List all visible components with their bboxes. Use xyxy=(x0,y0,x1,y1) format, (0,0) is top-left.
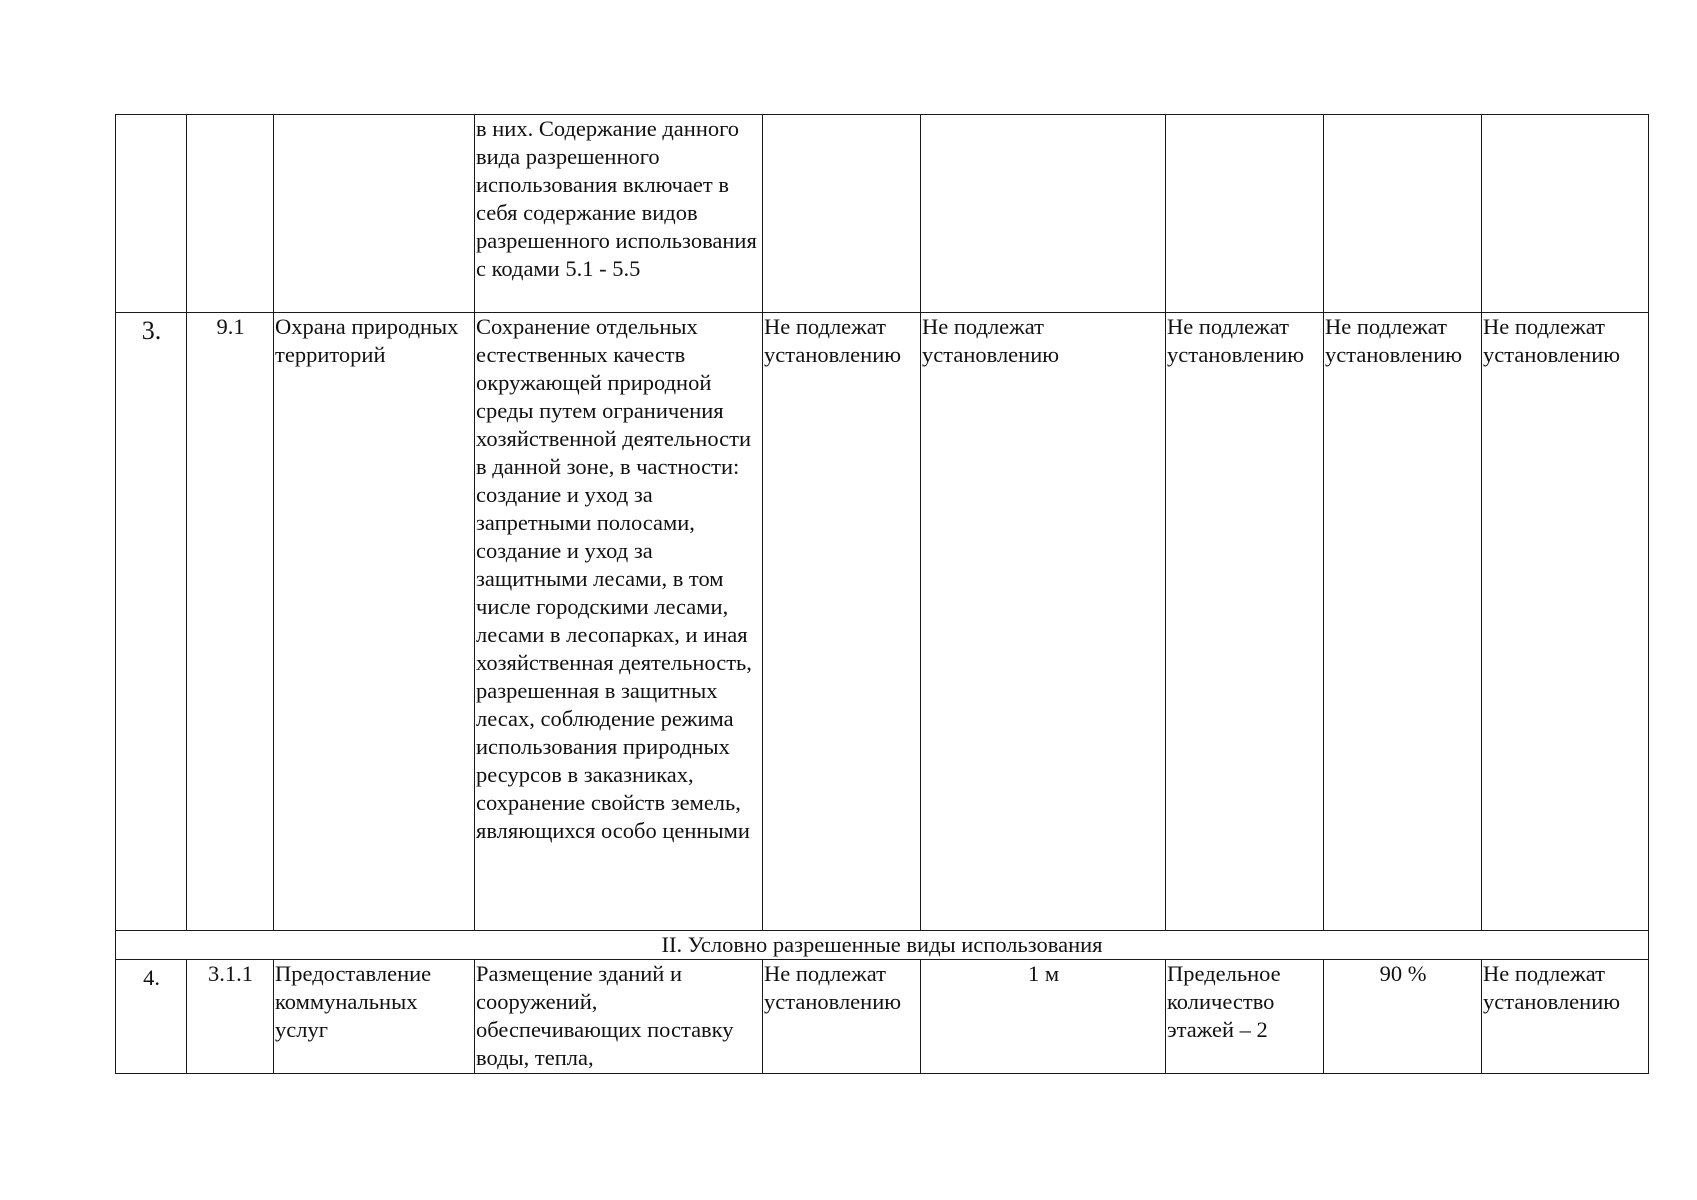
zoning-regulations-table xyxy=(115,114,1649,1074)
row-code-cell xyxy=(187,115,274,313)
row-code-cell: 3.1.1 xyxy=(187,960,274,1074)
row-name-cell: Предоставление коммунальных услуг xyxy=(274,960,475,1074)
row-col7-cell: Не подлежат установлению xyxy=(1166,313,1324,931)
section-header-row xyxy=(116,931,1649,960)
table-row xyxy=(116,313,1649,931)
row-number-cell: 4. xyxy=(116,960,187,1074)
row-code-cell: 9.1 xyxy=(187,313,274,931)
row-col6-cell xyxy=(921,115,1166,313)
table-row xyxy=(116,115,1649,313)
row-number-cell xyxy=(116,115,187,313)
row-col9-cell: Не подлежат установлению xyxy=(1482,960,1649,1074)
row-col8-cell: Не подлежат установлению xyxy=(1324,313,1482,931)
row-col8-cell xyxy=(1324,115,1482,313)
row-col6-cell: 1 м xyxy=(921,960,1166,1074)
row-description-cell: в них. Содержание данного вида разрешенного использования включает в себя содержание видов разрешенного использования с кодами 5.1 - 5.5 xyxy=(475,115,763,313)
row-col8-cell: 90 % xyxy=(1324,960,1482,1074)
row-col9-cell xyxy=(1482,115,1649,313)
row-col6-cell: Не подлежат установлению xyxy=(921,313,1166,931)
row-description-cell: Сохранение отдельных естественных качеств окружающей природной среды путем ограничения хозяйственной деятельности в данной зоне, в частности: создание и уход за запретными полосами, создание и уход за защитными лесами, в том числе городскими лесами, лесами в лесопарках, и иная хозяйственная деятельность, разрешенная в защитных лесах, соблюдение режима использования природных ресурсов в заказниках, сохранение свойств земель, являющихся особо ценными xyxy=(475,313,763,931)
section-title: II. Условно разрешенные виды использования xyxy=(116,931,1649,960)
row-col5-cell xyxy=(763,115,921,313)
table-row xyxy=(116,960,1649,1074)
row-col7-cell xyxy=(1166,115,1324,313)
row-name-cell: Охрана природных территорий xyxy=(274,313,475,931)
row-number-cell: 3. xyxy=(116,313,187,931)
row-col5-cell: Не подлежат установлению xyxy=(763,313,921,931)
row-description-cell: Размещение зданий и сооружений, обеспечивающих поставку воды, тепла, xyxy=(475,960,763,1074)
row-col5-cell: Не подлежат установлению xyxy=(763,960,921,1074)
row-name-cell xyxy=(274,115,475,313)
row-col9-cell: Не подлежат установлению xyxy=(1482,313,1649,931)
row-col7-cell: Предельное количество этажей – 2 xyxy=(1166,960,1324,1074)
